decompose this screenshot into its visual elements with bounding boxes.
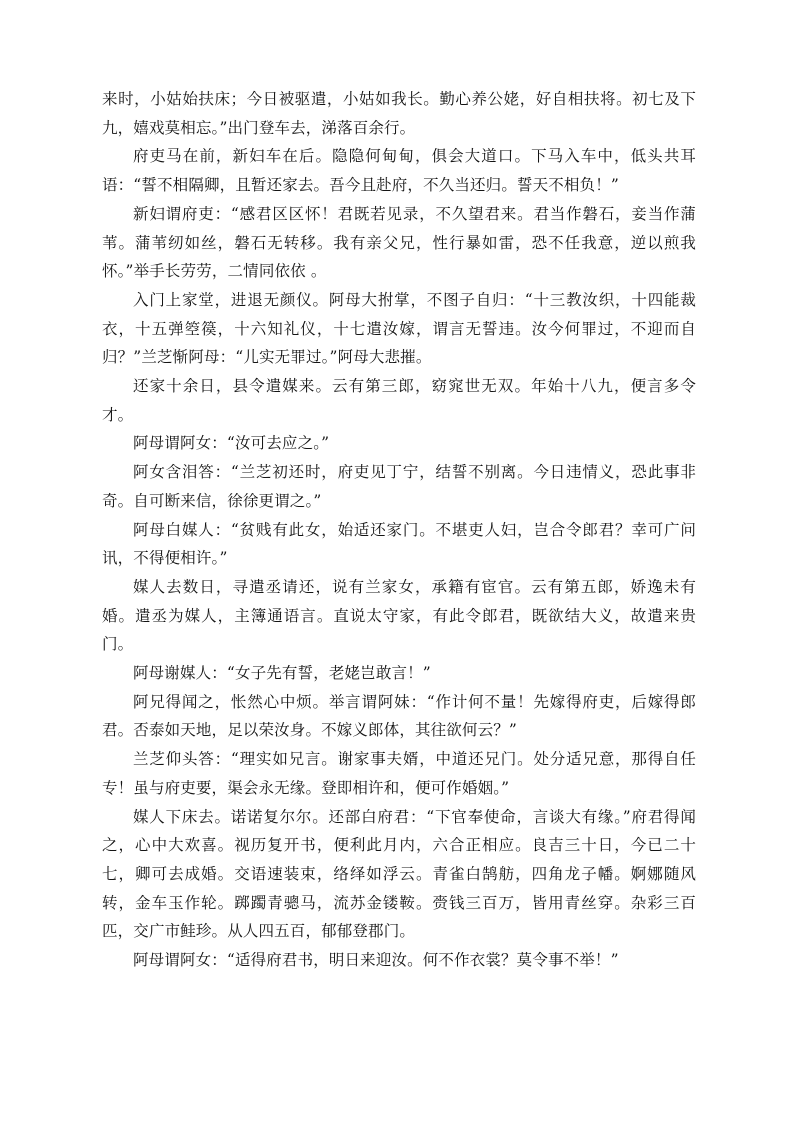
paragraph: 阿母谓阿女：“汝可去应之。”: [133, 434, 330, 453]
paragraph: 媒人下床去。诺诺复尔尔。还部白府君：“下官奉使命，言谈大有缘。”府君得闻之，心中大欢喜。视历复开书，便利此月内，六合正相应。良吉三十日，今已二十七，卿可去成婚。交语速装束，络绎如浮云。青雀白鹄舫，四角龙子幡。婀娜随风转，金车玉作轮。踯躅青骢马，流苏金镂鞍。赍钱三百万，皆用青丝穿。杂彩三百匹，交广市鲑珍。从人四五百，郁郁登郡门。: [102, 807, 696, 941]
paragraph: 阿女含泪答：“兰芝初还时，府吏见丁宁，结誓不别离。今日违情义，恐此事非奇。自可断来信，徐徐更谓之。”: [102, 463, 696, 510]
paragraph: 府吏马在前，新妇车在后。隐隐何甸甸，俱会大道口。下马入车中，低头共耳语：“誓不相隔卿，且暂还家去。吾今且赴府，不久当还归。誓天不相负！”: [102, 147, 696, 195]
paragraph: 阿兄得闻之，怅然心中烦。举言谓阿妹：“作计何不量！先嫁得府吏，后嫁得郎君。否泰如天地，足以荣汝身。不嫁义郎体，其往欲何云？”: [102, 692, 696, 740]
paragraph: 兰芝仰头答：“理实如兄言。谢家事夫婿，中道还兄门。处分适兄意，那得自任专！虽与府吏要，渠会永无缘。登即相许和，便可作婚姻。”: [102, 750, 696, 797]
paragraph: 来时，小姑始扶床；今日被驱遣，小姑如我长。勤心养公姥，好自相扶将。初七及下九，嬉戏莫相忘。”出门登车去，涕落百余行。: [102, 90, 696, 137]
paragraph: 入门上家堂，进退无颜仪。阿母大拊掌，不图子自归：“十三教汝织，十四能裁衣，十五弹箜篌，十六知礼仪，十七遣汝嫁，谓言无誓违。汝今何罪过，不迎而自归？”兰芝惭阿母：“儿实无罪过。”阿母大悲摧。: [102, 290, 696, 367]
paragraph: 阿母白媒人：“贫贱有此女，始适还家门。不堪吏人妇，岂合令郎君？幸可广问讯，不得便相许。”: [102, 520, 696, 568]
poem-body: [102, 85, 696, 975]
paragraph: 阿母谓阿女：“适得府君书，明日来迎汝。何不作衣裳？莫令事不举！”: [133, 951, 619, 970]
paragraph: 新妇谓府吏：“感君区区怀！君既若见录，不久望君来。君当作磐石，妾当作蒲苇。蒲苇纫如丝，磐石无转移。我有亲父兄，性行暴如雷，恐不任我意，逆以煎我怀。”举手长劳劳，二情同依依 。: [102, 204, 696, 281]
paragraph: 媒人去数日，寻遣丞请还，说有兰家女，承籍有宦官。云有第五郎，娇逸未有婚。遣丞为媒人，主簿通语言。直说太守家，有此令郎君，既欲结大义，故遣来贵门。: [102, 577, 696, 654]
paragraph: 还家十余日，县令遣媒来。云有第三郎，窈窕世无双。年始十八九，便言多令才。: [102, 377, 696, 424]
paragraph: 阿母谢媒人：“女子先有誓，老姥岂敢言！”: [133, 664, 431, 683]
